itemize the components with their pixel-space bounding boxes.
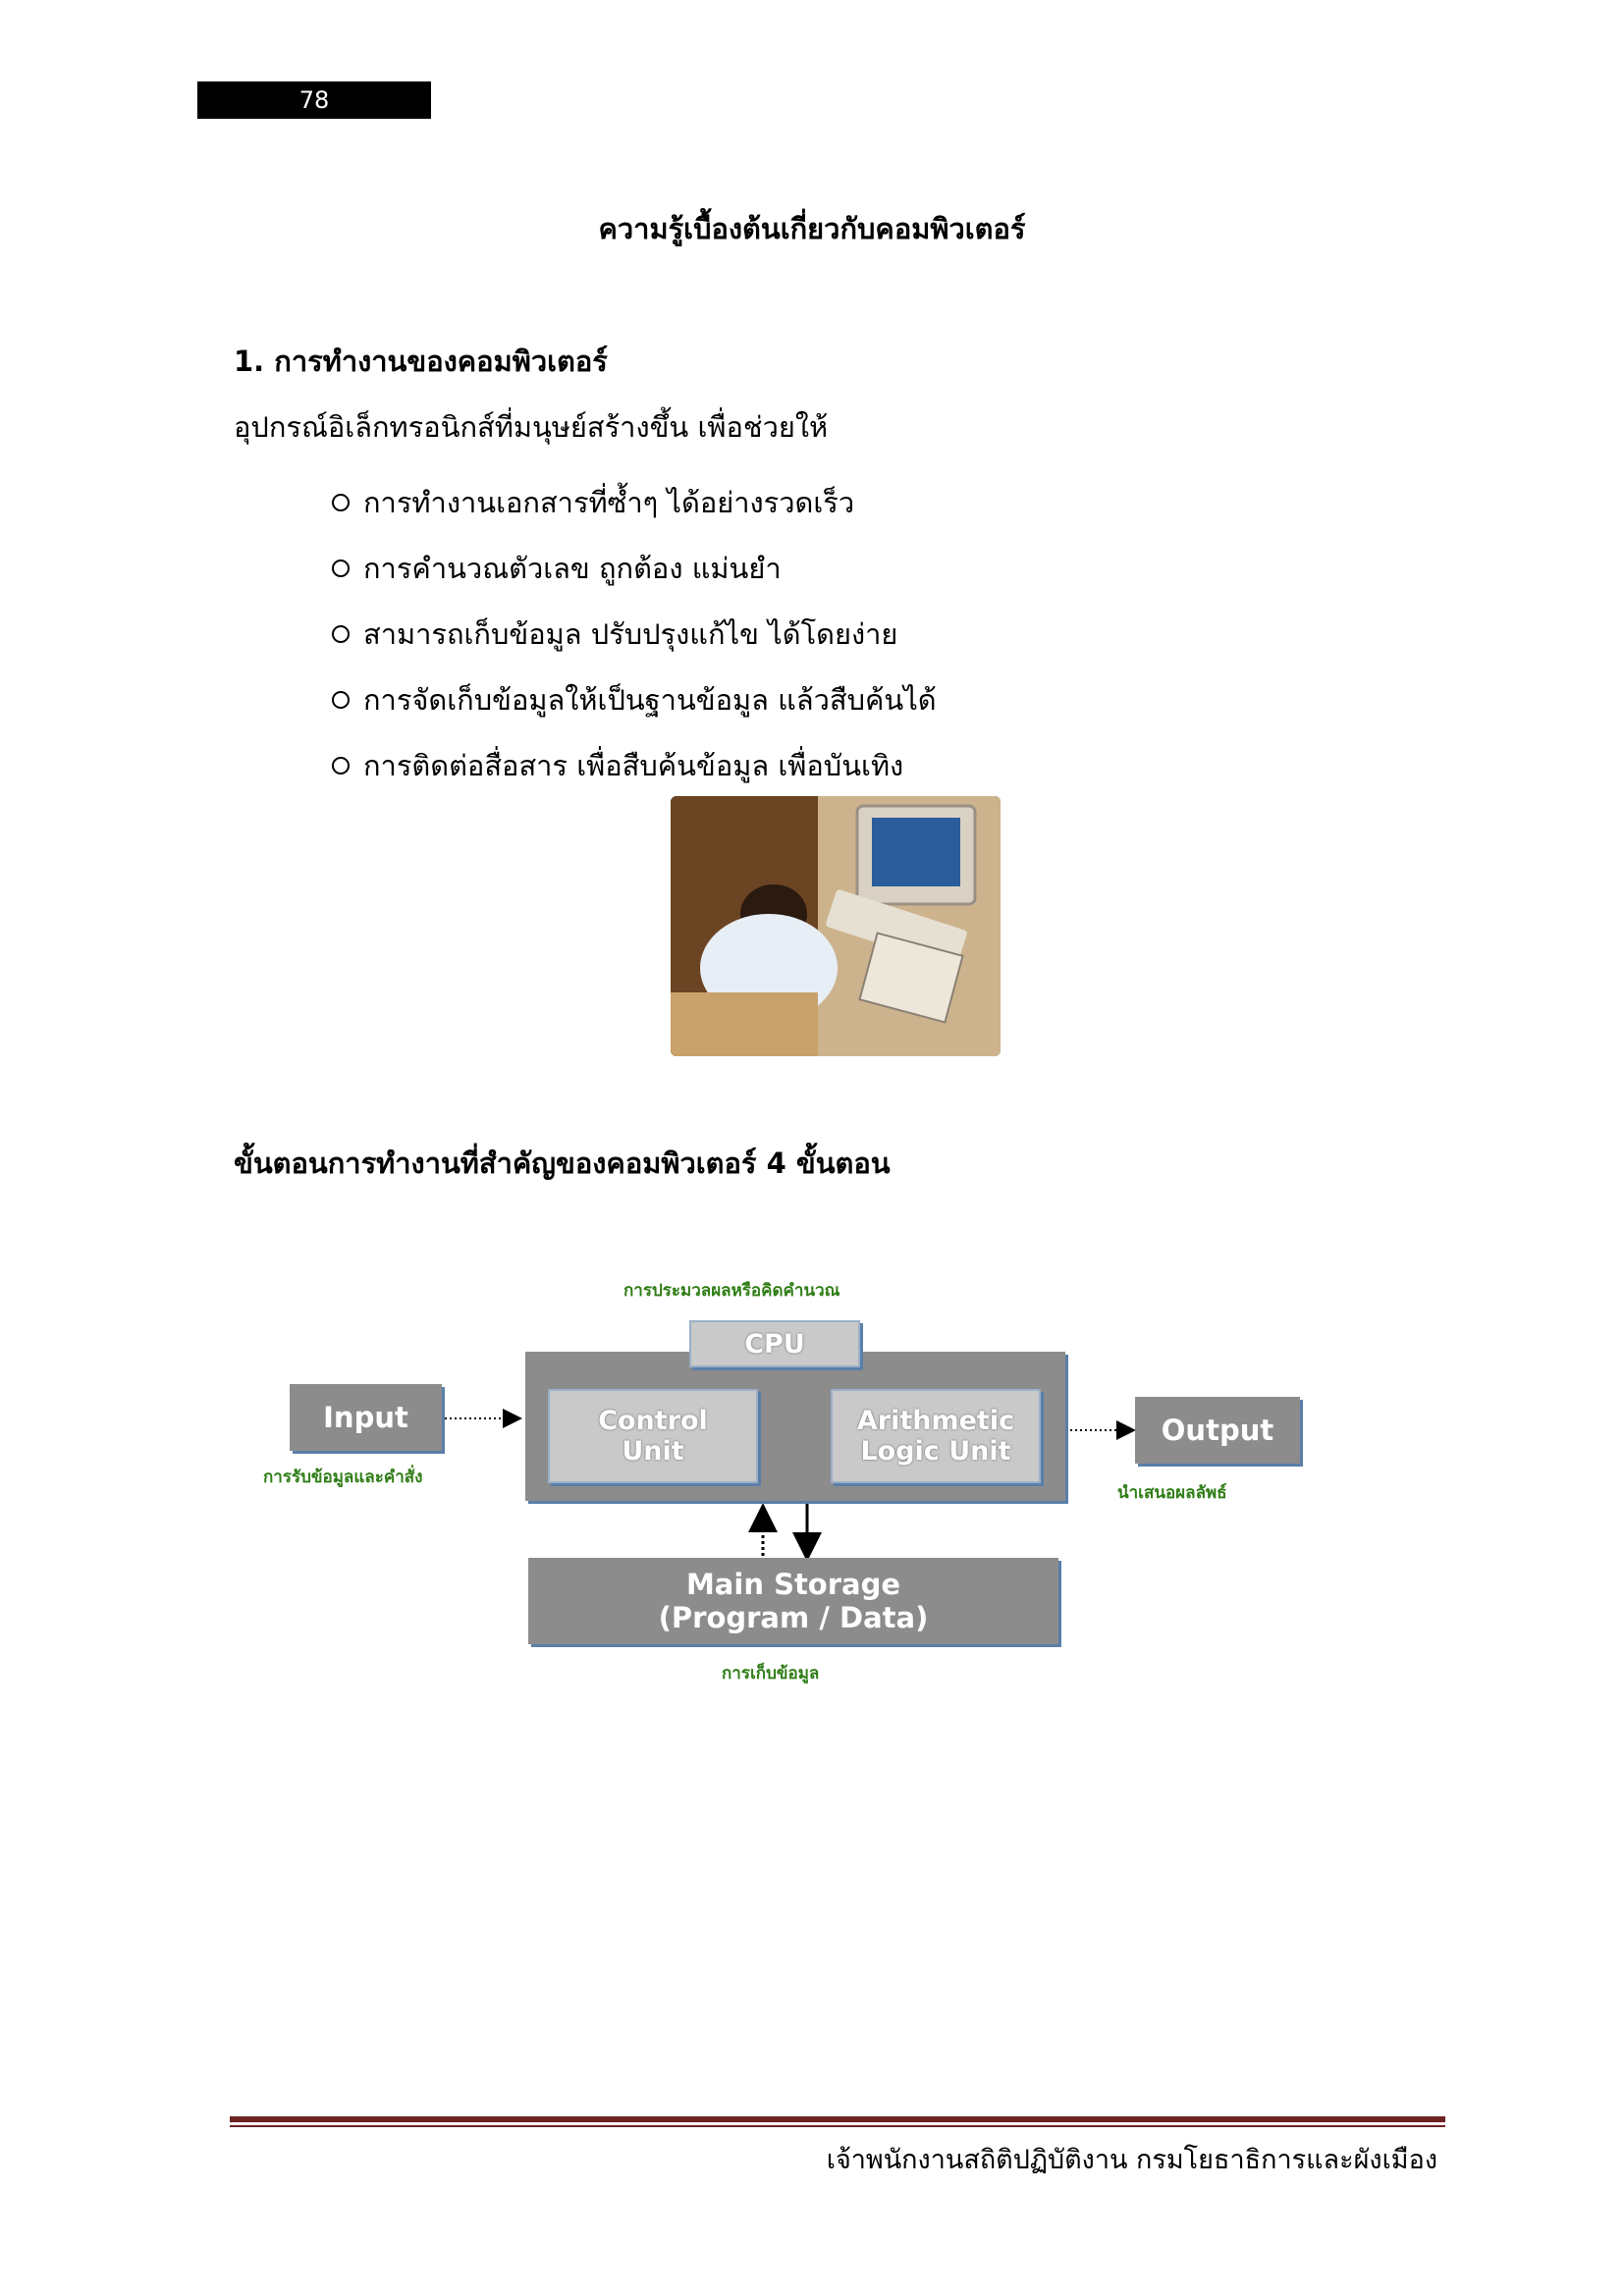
list-item bbox=[332, 469, 937, 535]
section-heading: 1. การทำงานของคอมพิวเตอร์ bbox=[234, 345, 608, 378]
list-item-text: การทำงานเอกสารที่ซ้ำๆ ได้อย่างรวดเร็ว bbox=[363, 485, 855, 519]
list-item-text: สามารถเก็บข้อมูล ปรับปรุงแก้ไข ได้โดยง่าย bbox=[363, 616, 898, 651]
circle-bullet-icon bbox=[332, 757, 350, 774]
computer-architecture-diagram bbox=[255, 1271, 1316, 1703]
computer-user-illustration bbox=[671, 796, 1001, 1056]
cpu-label: CPU bbox=[744, 1328, 805, 1360]
alu-line1: Arithmetic bbox=[856, 1406, 1015, 1436]
input-caption: การรับข้อมูลและคำสั่ง bbox=[263, 1468, 423, 1487]
circle-bullet-icon bbox=[332, 691, 350, 709]
list-item-text: การคำนวณตัวเลข ถูกต้อง แม่นยำ bbox=[363, 551, 782, 585]
alu-line2: Logic Unit bbox=[860, 1436, 1011, 1467]
alu-box bbox=[831, 1389, 1041, 1483]
computer-user-photo bbox=[671, 796, 1001, 1056]
main-storage-box bbox=[528, 1558, 1058, 1644]
cpu-caption: การประมวลผลหรือคิดคำนวณ bbox=[623, 1281, 840, 1301]
circle-bullet-icon bbox=[332, 560, 350, 577]
control-unit-box bbox=[548, 1389, 758, 1483]
input-label: Input bbox=[323, 1401, 408, 1434]
footer-divider-thin bbox=[230, 2125, 1445, 2127]
list-item-text: การติดต่อสื่อสาร เพื่อสืบค้นข้อมูล เพื่อบันเทิง bbox=[363, 748, 904, 782]
list-item bbox=[332, 601, 937, 667]
output-label: Output bbox=[1161, 1414, 1274, 1447]
control-unit-line1: Control bbox=[598, 1406, 708, 1436]
main-storage-line1: Main Storage bbox=[685, 1568, 901, 1601]
intro-text: อุปกรณ์อิเล็กทรอนิกส์ที่มนุษย์สร้างขึ้น เพื่อช่วยให้ bbox=[234, 410, 829, 444]
feature-list bbox=[332, 469, 937, 798]
cpu-label-box bbox=[689, 1320, 860, 1367]
list-item-text: การจัดเก็บข้อมูลให้เป็นฐานข้อมูล แล้วสืบค้นได้ bbox=[363, 682, 937, 717]
page-number: 78 bbox=[197, 81, 431, 119]
list-item bbox=[332, 667, 937, 732]
steps-heading: ขั้นตอนการทำงานที่สำคัญของคอมพิวเตอร์ 4 ขั้นตอน bbox=[234, 1147, 891, 1180]
output-box bbox=[1135, 1397, 1300, 1464]
output-caption: นำเสนอผลลัพธ์ bbox=[1117, 1483, 1227, 1503]
circle-bullet-icon bbox=[332, 625, 350, 643]
control-unit-line2: Unit bbox=[622, 1436, 684, 1467]
storage-caption: การเก็บข้อมูล bbox=[722, 1664, 820, 1683]
list-item bbox=[332, 535, 937, 601]
circle-bullet-icon bbox=[332, 494, 350, 511]
footer-text: เจ้าพนักงานสถิติปฏิบัติงาน กรมโยธาธิการและผังเมือง bbox=[826, 2145, 1437, 2175]
footer-divider bbox=[230, 2116, 1445, 2122]
main-storage-line2: (Program / Data) bbox=[658, 1601, 929, 1634]
input-box bbox=[290, 1384, 442, 1451]
list-item bbox=[332, 732, 937, 798]
page-title: ความรู้เบื้องต้นเกี่ยวกับคอมพิวเตอร์ bbox=[598, 212, 1026, 245]
